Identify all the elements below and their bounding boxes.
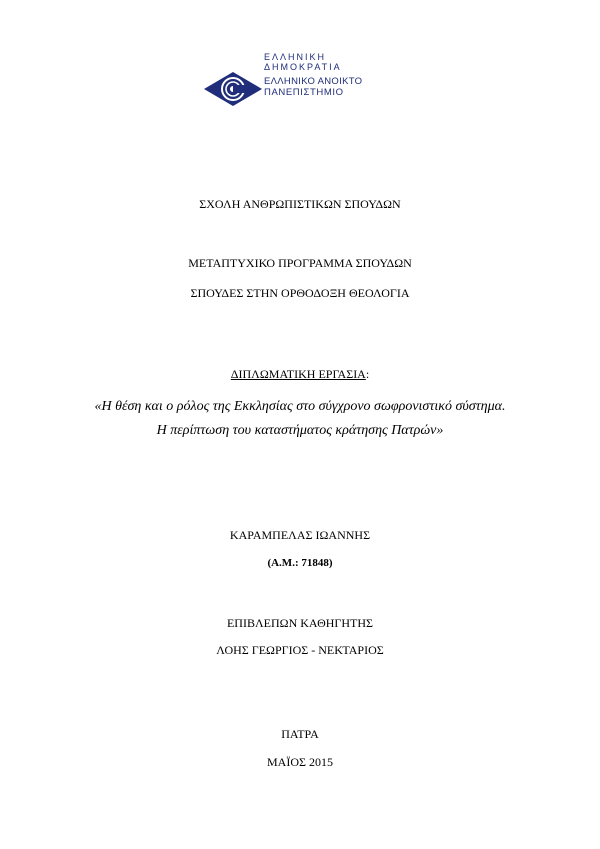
logo-text-line3: ΕΛΛΗΝΙΚΟ ΑΝΟΙΚΤΟ: [264, 76, 363, 87]
program-specialization: ΣΠΟΥΔΕΣ ΣΤΗΝ ΟΡΘΟΔΟΞΗ ΘΕΟΛΟΓΙΑ: [190, 286, 410, 300]
thesis-label-text: ΔΙΠΛΩΜΑΤΙΚΗ ΕΡΓΑΣΙΑ: [230, 367, 366, 381]
thesis-label-colon: :: [365, 367, 370, 381]
logo-text-line4: ΠΑΝΕΠΙΣΤΗΜΙΟ: [264, 87, 344, 98]
supervisor-label: ΕΠΙΒΛΕΠΩΝ ΚΑΘΗΓΗΤΗΣ: [226, 616, 374, 630]
supervisor-name: ΛΟΗΣ ΓΕΩΡΓΙΟΣ - ΝΕΚΤΑΡΙΟΣ: [216, 643, 384, 657]
city: ΠΑΤΡΑ: [281, 727, 319, 741]
school-name: ΣΧΟΛΗ ΑΝΘΡΩΠΙΣΤΙΚΩΝ ΣΠΟΥΔΩΝ: [199, 197, 401, 211]
university-logo: [204, 52, 404, 124]
logo-text-line2: ΔΗΜΟΚΡΑΤΙΑ: [264, 62, 342, 72]
thesis-label: [0, 367, 600, 382]
date: ΜΑΪΟΣ 2015: [267, 755, 333, 769]
registration-number: (Α.Μ.: 71848): [267, 557, 333, 569]
program-name: ΜΕΤΑΠΤΥΧΙΚΟ ΠΡΟΓΡΑΜΜΑ ΣΠΟΥΔΩΝ: [188, 256, 412, 270]
logo-text-line1: ΕΛΛΗΝΙΚΗ: [264, 52, 327, 62]
author-name: ΚΑΡΑΜΠΕΛΑΣ ΙΩΑΝΝΗΣ: [229, 528, 371, 542]
eap-logo-icon: [204, 72, 262, 106]
thesis-title: «Η θέση και ο ρόλος της Εκκλησίας στο σύγχρονο σωφρονιστικό σύστημα. Η περίπτωση του καταστήματος κράτησης Πατρών»: [94, 399, 506, 438]
